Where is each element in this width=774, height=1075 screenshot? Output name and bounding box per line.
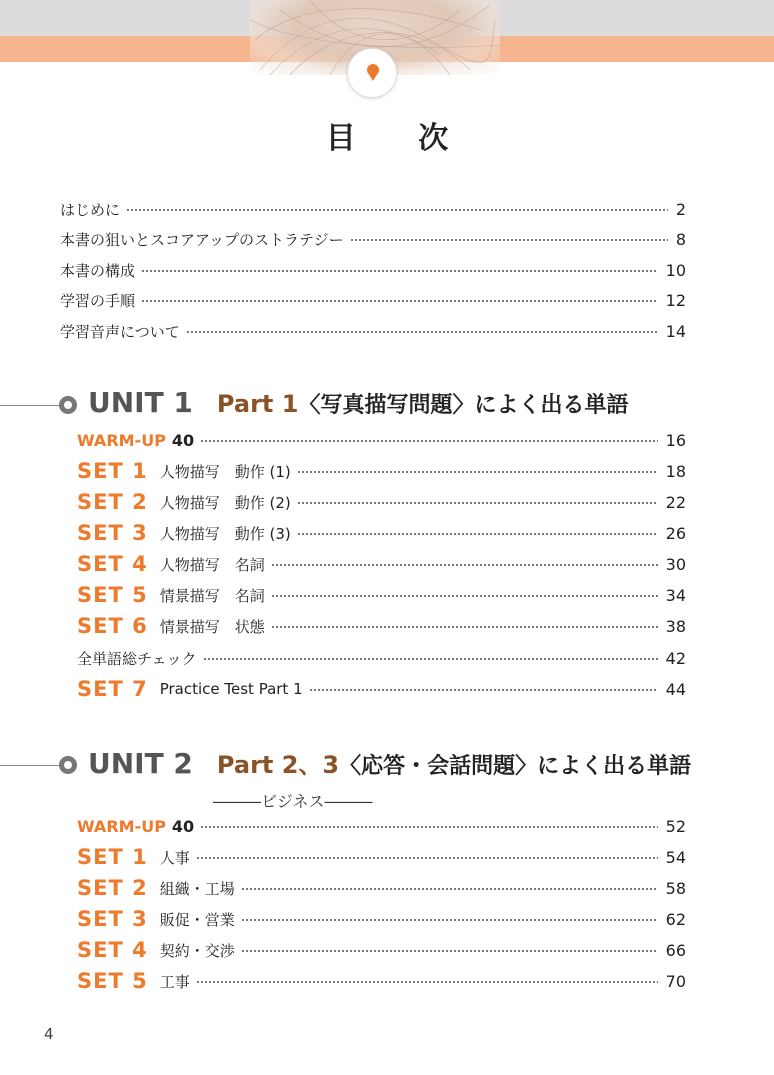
dot-leader bbox=[141, 300, 658, 302]
unit2-subtitle: ―――ビジネス――― bbox=[213, 792, 373, 811]
unit-bullet-icon bbox=[59, 756, 77, 774]
dot-leader bbox=[297, 502, 658, 504]
toc-item-page: 62 bbox=[665, 909, 686, 929]
toc-item-page: 2 bbox=[675, 199, 686, 219]
unit-rule bbox=[0, 765, 62, 766]
toc-item-unit1-set7[interactable] bbox=[77, 676, 686, 702]
toc-item-label: Practice Test Part 1 bbox=[159, 680, 303, 698]
toc-item-unit2-warmup[interactable] bbox=[77, 813, 686, 839]
toc-item-label: 本書の狙いとスコアアップのストラテジー bbox=[60, 230, 344, 249]
dot-leader bbox=[271, 595, 658, 597]
toc-item-label: 契約・交渉 bbox=[159, 941, 235, 960]
toc-item-unit2-set5[interactable] bbox=[77, 968, 686, 994]
toc-item-unit1-set5[interactable] bbox=[77, 582, 686, 608]
dot-leader bbox=[200, 826, 657, 828]
page-title: 目 次 bbox=[325, 121, 475, 156]
unit-part: Part 1 bbox=[216, 390, 299, 418]
set-label: SET 6 bbox=[77, 614, 148, 638]
dot-leader bbox=[241, 950, 658, 952]
toc-item-intro-1[interactable] bbox=[60, 196, 686, 222]
set-label: SET 3 bbox=[77, 907, 148, 931]
toc-item-page: 38 bbox=[665, 616, 686, 636]
toc-item-unit1-warmup[interactable] bbox=[77, 427, 686, 453]
toc-item-label: 情景描写 名詞 bbox=[159, 586, 265, 605]
warmup-label: WARM-UP bbox=[77, 816, 166, 836]
toc-item-intro-3[interactable] bbox=[60, 257, 686, 283]
toc-item-label: 人事 bbox=[159, 848, 190, 867]
pin-icon bbox=[348, 49, 398, 99]
toc-item-unit1-set2[interactable] bbox=[77, 489, 686, 515]
toc-item-label: 本書の構成 bbox=[60, 261, 136, 280]
toc-item-page: 22 bbox=[665, 492, 686, 512]
dot-leader bbox=[271, 564, 658, 566]
dot-leader bbox=[350, 239, 668, 241]
unit-topic: 〈写真描写問題〉によく出る単語 bbox=[298, 393, 629, 418]
toc-item-label: 人物描写 動作 (1) bbox=[159, 462, 291, 481]
page-number: 4 bbox=[44, 1025, 54, 1043]
set-label: SET 1 bbox=[77, 845, 148, 869]
dot-leader bbox=[241, 888, 658, 890]
toc-item-label: はじめに bbox=[60, 200, 121, 219]
toc-item-unit1-check[interactable] bbox=[77, 645, 686, 671]
set-label: SET 2 bbox=[77, 490, 148, 514]
unit-topic: 〈応答・会話問題〉によく出る単語 bbox=[339, 754, 692, 779]
dot-leader bbox=[186, 331, 658, 333]
dot-leader bbox=[271, 626, 658, 628]
toc-item-page: 18 bbox=[665, 461, 686, 481]
set-label: SET 7 bbox=[77, 677, 148, 701]
toc-item-label: 学習の手順 bbox=[60, 291, 136, 310]
dot-leader bbox=[241, 919, 658, 921]
unit-name: UNIT 1 bbox=[88, 386, 193, 419]
toc-item-unit2-set2[interactable] bbox=[77, 875, 686, 901]
toc-item-page: 14 bbox=[665, 321, 686, 341]
toc-item-label: 学習音声について bbox=[60, 322, 180, 341]
toc-item-intro-2[interactable] bbox=[60, 226, 686, 252]
toc-item-page: 12 bbox=[665, 290, 686, 310]
warmup-number: 40 bbox=[171, 430, 195, 450]
toc-item-label: 販促・営業 bbox=[159, 910, 235, 929]
set-label: SET 5 bbox=[77, 969, 148, 993]
unit1-heading bbox=[88, 386, 628, 419]
set-label: SET 1 bbox=[77, 459, 148, 483]
toc-item-unit1-set4[interactable] bbox=[77, 551, 686, 577]
toc-item-page: 58 bbox=[665, 878, 686, 898]
toc-item-unit2-set3[interactable] bbox=[77, 906, 686, 932]
toc-item-label: 人物描写 名詞 bbox=[159, 555, 265, 574]
dot-leader bbox=[297, 533, 658, 535]
set-label: SET 5 bbox=[77, 583, 148, 607]
toc-item-page: 8 bbox=[675, 229, 686, 249]
unit-rule bbox=[0, 405, 62, 406]
dot-leader bbox=[297, 471, 658, 473]
dot-leader bbox=[141, 270, 658, 272]
toc-item-page: 34 bbox=[665, 585, 686, 605]
toc-item-page: 54 bbox=[665, 847, 686, 867]
unit-part: Part 2、3 bbox=[216, 751, 340, 779]
unit2-heading bbox=[88, 745, 691, 780]
set-label: SET 4 bbox=[77, 552, 148, 576]
unit-bullet-icon bbox=[59, 396, 77, 414]
toc-item-page: 70 bbox=[665, 971, 686, 991]
toc-item-label: 工事 bbox=[159, 972, 190, 991]
toc-item-page: 44 bbox=[665, 679, 686, 699]
toc-item-label: 人物描写 動作 (3) bbox=[159, 524, 291, 543]
toc-item-page: 30 bbox=[665, 554, 686, 574]
toc-item-label: 組織・工場 bbox=[159, 879, 235, 898]
toc-item-page: 52 bbox=[665, 816, 686, 836]
toc-item-intro-5[interactable] bbox=[60, 318, 686, 344]
dot-leader bbox=[126, 209, 668, 211]
toc-item-unit2-set4[interactable] bbox=[77, 937, 686, 963]
unit-name: UNIT 2 bbox=[88, 747, 193, 780]
toc-item-page: 66 bbox=[665, 940, 686, 960]
dot-leader bbox=[196, 981, 658, 983]
dot-leader bbox=[200, 440, 657, 442]
warmup-label: WARM-UP bbox=[77, 430, 166, 450]
set-label: SET 3 bbox=[77, 521, 148, 545]
toc-item-unit1-set6[interactable] bbox=[77, 613, 686, 639]
toc-item-unit1-set3[interactable] bbox=[77, 520, 686, 546]
dot-leader bbox=[203, 658, 658, 660]
toc-item-page: 42 bbox=[665, 648, 686, 668]
toc-item-unit1-set1[interactable] bbox=[77, 458, 686, 484]
set-label: SET 4 bbox=[77, 938, 148, 962]
toc-item-intro-4[interactable] bbox=[60, 287, 686, 313]
warmup-number: 40 bbox=[171, 816, 195, 836]
toc-item-label: 情景描写 状態 bbox=[159, 617, 265, 636]
dot-leader bbox=[309, 689, 658, 691]
toc-item-label: 全単語総チェック bbox=[77, 649, 197, 668]
set-label: SET 2 bbox=[77, 876, 148, 900]
toc-item-page: 10 bbox=[665, 260, 686, 280]
pin-badge bbox=[347, 48, 397, 98]
toc-item-unit2-set1[interactable] bbox=[77, 844, 686, 870]
toc-item-page: 16 bbox=[665, 430, 686, 450]
toc-item-label: 人物描写 動作 (2) bbox=[159, 493, 291, 512]
dot-leader bbox=[196, 857, 658, 859]
toc-item-page: 26 bbox=[665, 523, 686, 543]
